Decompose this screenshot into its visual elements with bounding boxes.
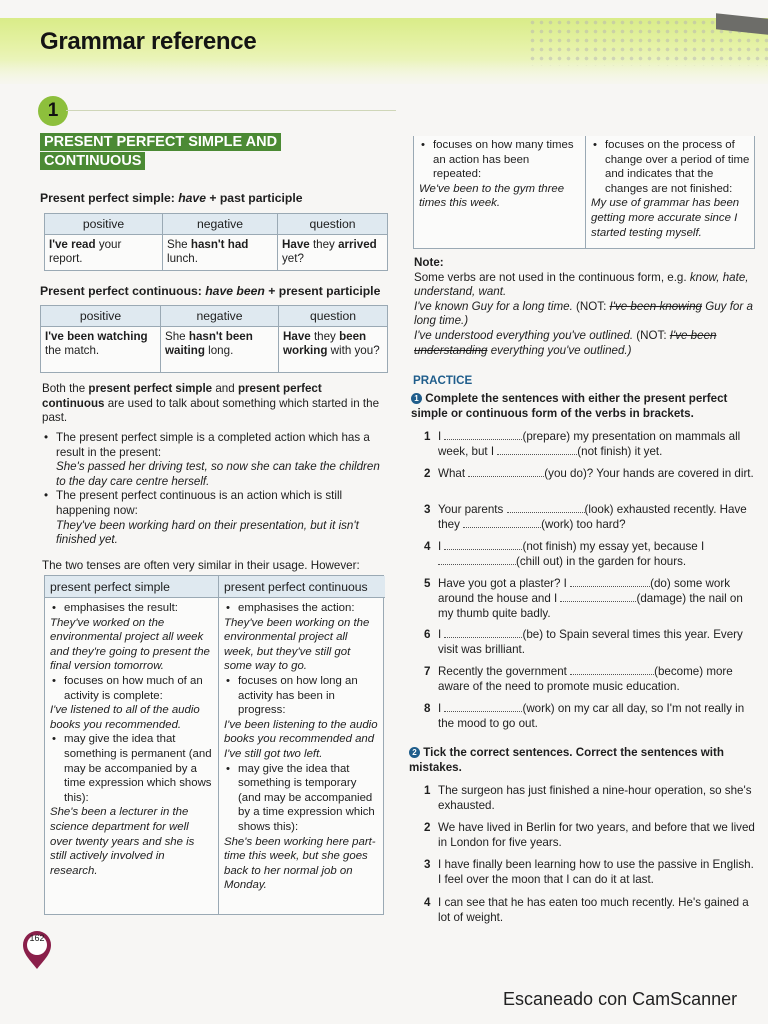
scanner-watermark: Escaneado con CamScanner — [503, 989, 738, 1009]
continuous-point: • may give the idea that something is temporary (and may be accompanied by a time expression which shows this): — [224, 762, 380, 835]
pps-table — [44, 213, 388, 271]
comparison-table — [44, 575, 384, 915]
pps-header-positive: positive — [45, 214, 163, 235]
answer-blank[interactable] — [560, 592, 636, 602]
exercise-1-instruction: 1 Complete the sentences with either the present perfect simple or continuous form of the verbs in brackets. — [411, 392, 728, 420]
page-title: Grammar reference — [40, 28, 257, 55]
exercise-2-item: 4 I can see that he has eaten too much recently. He's gained a lot of weight. — [424, 896, 749, 924]
answer-blank[interactable] — [497, 445, 577, 455]
continuous-column-header: present perfect continuous — [219, 576, 385, 598]
exercise-1-item: 5 Have you got a plaster? I (do) some work around the house and I (damage) the nail on my thumb quite badly. — [424, 577, 743, 620]
answer-blank[interactable] — [468, 467, 544, 477]
simple-column — [45, 576, 219, 914]
answer-blank[interactable] — [444, 702, 522, 712]
pps-heading: Present perfect simple: have + past participle — [40, 191, 303, 205]
usage-bullet: • The present perfect simple is a completed action which has a result in the present: She's passed her driving test, so now she can take the children to the day care centre herself. — [42, 431, 387, 489]
note-label: Note: — [414, 256, 444, 269]
exercise-1-item: 1 I (prepare) my presentation on mammals all week, but I (not finish) it yet. — [424, 430, 741, 458]
pps-negative-cell: She hasn't had lunch. — [163, 235, 278, 271]
both-paragraph: Both the present perfect simple and present perfect continuous are used to talk about something which started in the past. — [42, 382, 380, 425]
exercise-1-item: 3 Your parents (look) exhausted recently. Have they (work) too hard? — [424, 503, 747, 531]
ppc-positive-cell: I've been watching the match. — [41, 327, 161, 373]
answer-blank[interactable] — [507, 503, 585, 513]
page-number: 162 — [29, 933, 45, 943]
simple-example: They've worked on the environmental project all week and they're going to present the final version tomorrow. — [50, 616, 210, 673]
simple-point: • focuses on how much of an activity is complete: — [50, 674, 213, 703]
continuous-column — [219, 576, 385, 914]
pps-header-negative: negative — [163, 214, 278, 235]
simple-point: • focuses on how many times an action has been repeated: — [419, 138, 580, 182]
ppc-negative-cell: She hasn't been waiting long. — [161, 327, 279, 373]
answer-blank[interactable] — [570, 577, 650, 587]
section-title: PRESENT PERFECT SIMPLE AND CONTINUOUS — [40, 133, 285, 171]
simple-point: • may give the idea that something is permanent (and may be accompanied by a time expression which shows this): — [50, 732, 213, 805]
unit-number-badge: 1 — [38, 96, 68, 126]
pps-header-question: question — [278, 214, 388, 235]
answer-blank[interactable] — [444, 628, 522, 638]
answer-blank[interactable] — [438, 555, 516, 565]
unit-rule — [66, 110, 396, 111]
exercise-1-item: 6 I (be) to Spain several times this year. Every visit was brilliant. — [424, 628, 743, 656]
pps-question-cell: Have they arrived yet? — [278, 235, 388, 271]
ppc-table — [40, 305, 388, 373]
pps-positive-cell: I've read your report. — [45, 235, 163, 271]
usage-bullet: • The present perfect continuous is an action which is still happening now: They've been working hard on their presentation, but it isn't finished yet. — [42, 489, 387, 547]
exercise-number-icon: 2 — [409, 747, 420, 758]
exercise-2-item: 3 I have finally been learning how to use the passive in English. I feel over the moon that I can do it at last. — [424, 858, 754, 886]
answer-blank[interactable] — [444, 430, 522, 440]
simple-example: She's been a lecturer in the science department for well over twenty years and she is still actively involved in research. — [50, 806, 195, 877]
simple-column-header: present perfect simple — [45, 576, 218, 598]
ppc-header-negative: negative — [161, 306, 279, 327]
similar-intro: The two tenses are often very similar in their usage. However: — [42, 559, 360, 572]
continuous-point: • emphasises the action: — [224, 601, 380, 616]
note-block: Note: Some verbs are not used in the continuous form, e.g. know, hate, understand, want. I've known Guy for a long time. (NOT: I've been knowing Guy for a long time.) I've understood everything you've outlined. (NOT: I've been understanding everything you've outlined.) — [414, 256, 760, 358]
continuous-point: • focuses on how long an activity has been in progress: — [224, 674, 380, 718]
continuous-example: She's been working here part-time this week, but she goes back to her normal job on Monday. — [224, 835, 376, 892]
usage-bullets — [42, 431, 387, 548]
exercise-2-instruction: 2 Tick the correct sentences. Correct the sentences with mistakes. — [409, 746, 724, 774]
continuous-example: My use of grammar has been getting more accurate since I started testing myself. — [591, 197, 740, 239]
ppc-header-positive: positive — [41, 306, 161, 327]
exercise-1-item: 8 I (work) on my car all day, so I'm not really in the mood to go out. — [424, 702, 745, 730]
comparison-table-continued — [413, 136, 755, 249]
exercise-2-item: 1 The surgeon has just finished a nine-hour operation, so she's exhausted. — [424, 784, 752, 812]
continuous-example: I've been listening to the audio books you recommended and I've still got two left. — [224, 718, 378, 760]
exercise-1-item: 4 I (not finish) my essay yet, because I (chill out) in the garden for hours. — [424, 540, 705, 568]
simple-example: We've been to the gym three times this week. — [419, 182, 565, 210]
practice-heading: PRACTICE — [413, 374, 473, 387]
exercise-1-item: 7 Recently the government (become) more aware of the need to promote music education. — [424, 665, 733, 693]
answer-blank[interactable] — [463, 518, 541, 528]
ppc-header-question: question — [279, 306, 388, 327]
ppc-heading: Present perfect continuous: have been + present participle — [40, 284, 381, 298]
ppc-question-cell: Have they been working with you? — [279, 327, 388, 373]
simple-example: I've listened to all of the audio books you recommended. — [50, 704, 200, 731]
continuous-example: They've been working on the environmental project all week, but they've still got some way to go. — [224, 616, 370, 673]
answer-blank[interactable] — [444, 540, 522, 550]
exercise-number-icon: 1 — [411, 393, 422, 404]
exercise-2-item: 2 We have lived in Berlin for two years, and before that we lived in London for five years. — [424, 821, 755, 849]
exercise-1-item: 2 What (you do)? Your hands are covered in dirt. — [424, 467, 754, 480]
continuous-point: • focuses on the process of change over a period of time and indicates that the changes are not finished: — [591, 138, 751, 196]
simple-point: • emphasises the result: — [50, 601, 213, 616]
answer-blank[interactable] — [570, 665, 654, 675]
